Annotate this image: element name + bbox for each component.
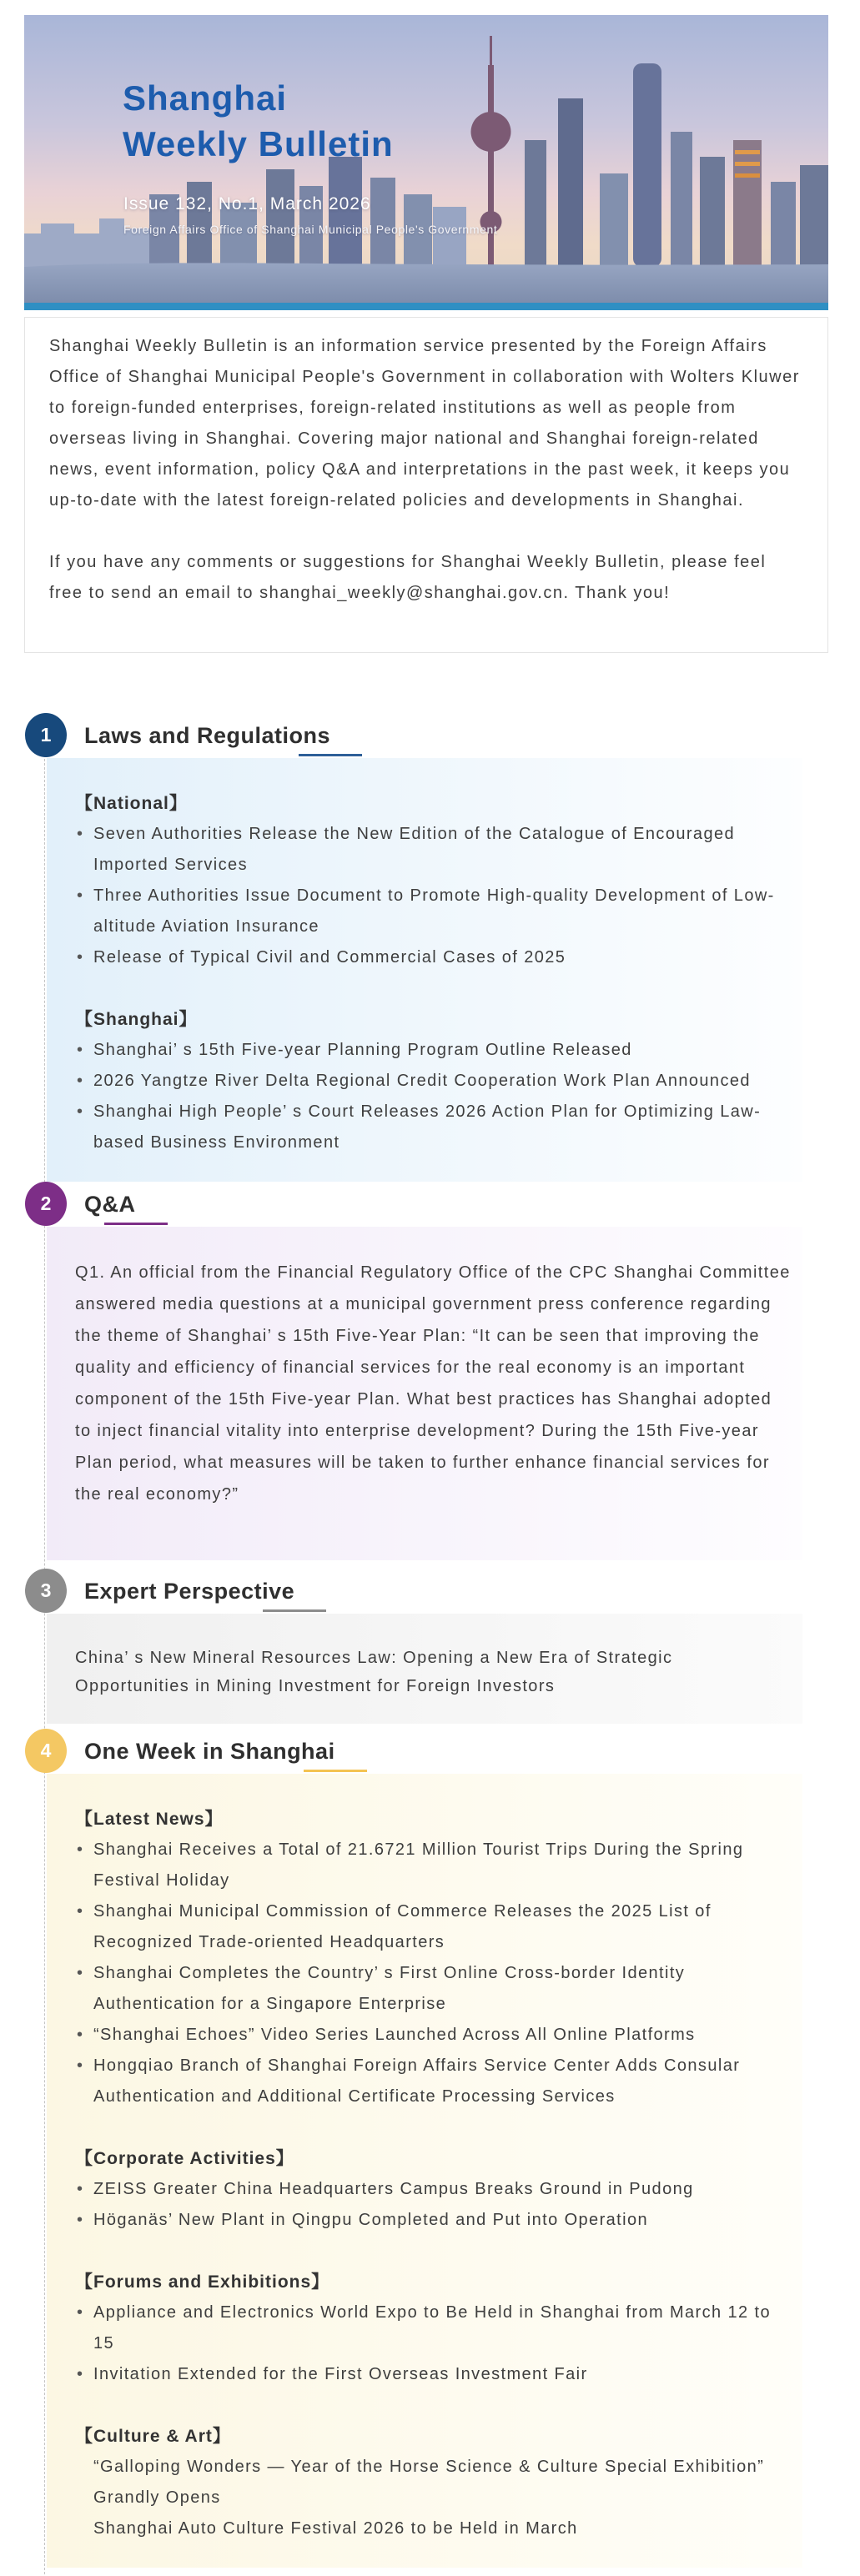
section-qa: [40, 1182, 824, 1560]
news-item: • Shanghai Completes the Country’ s First Online Cross-border Identity Authentication for a Singapore Enterprise: [75, 1958, 792, 2020]
group-heading: 【Culture & Art】: [75, 2427, 231, 2446]
header-accent-bar: [24, 303, 828, 310]
group-heading: 【Forums and Exhibitions】: [75, 2272, 330, 2292]
news-list: [75, 2174, 792, 2236]
section-title: One Week in Shanghai: [84, 1729, 335, 1765]
news-group: [75, 1804, 792, 2112]
bulletin-title-line1: Shanghai: [123, 78, 288, 118]
bulletin-title: [123, 75, 394, 167]
news-item: • Release of Typical Civil and Commercial Cases of 2025: [75, 942, 792, 973]
news-item: • Shanghai Receives a Total of 21.6721 Million Tourist Trips During the Spring Festival Holiday: [75, 1835, 792, 1896]
section-header: [40, 713, 824, 756]
section-number-badge: 3: [25, 1569, 67, 1613]
sections-container: [40, 713, 824, 2576]
section-content-panel: [47, 758, 802, 1182]
issue-line: Issue 132, No.1, March 2026: [123, 194, 371, 213]
news-item: • Shanghai High People’ s Court Releases 2026 Action Plan for Optimizing Law-based Business Environment: [75, 1097, 792, 1158]
section-content-panel: [47, 1774, 802, 2568]
news-group: [75, 788, 792, 973]
header-banner: [24, 15, 828, 310]
news-item: • Invitation Extended for the First Overseas Investment Fair: [75, 2359, 792, 2390]
section-number-badge: 2: [25, 1182, 67, 1226]
intro-paragraph-2: If you have any comments or suggestions for Shanghai Weekly Bulletin, please feel free to send an email to shanghai_weekly@shanghai.gov.cn. Thank you!: [49, 553, 767, 602]
section-header: [40, 1729, 824, 1772]
bulletin-title-line2: Weekly Bulletin: [123, 124, 394, 163]
news-group: [75, 2421, 792, 2544]
section-laws-and-regulations: [40, 713, 824, 1182]
news-item: • Three Authorities Issue Document to Promote High-quality Development of Low-altitude Aviation Insurance: [75, 881, 792, 942]
news-item: • Seven Authorities Release the New Edition of the Catalogue of Encouraged Imported Services: [75, 819, 792, 881]
news-group: [75, 1004, 792, 1158]
expert-article-title: China’ s New Mineral Resources Law: Opening a New Era of Strategic Opportunities in Mining Investment for Foreign Investors: [75, 1649, 673, 1695]
news-group: [75, 2267, 792, 2390]
news-item: • Appliance and Electronics World Expo to Be Held in Shanghai from March 12 to 15: [75, 2297, 792, 2359]
section-expert-perspective: [40, 1569, 824, 1724]
section-header: [40, 1182, 824, 1225]
section-title: Expert Perspective: [84, 1569, 294, 1604]
news-item: • Hongqiao Branch of Shanghai Foreign Affairs Service Center Adds Consular Authentication and Additional Certificate Processing Services: [75, 2051, 792, 2112]
group-heading: 【Shanghai】: [75, 1010, 198, 1029]
section-header: [40, 1569, 824, 1612]
section-number-badge: 4: [25, 1729, 67, 1773]
section-content-panel: [47, 1614, 802, 1724]
news-list: [75, 819, 792, 973]
news-list: [75, 1035, 792, 1158]
news-item: • Höganäs’ New Plant in Qingpu Completed and Put into Operation: [75, 2205, 792, 2236]
news-item: • “Shanghai Echoes” Video Series Launched Across All Online Platforms: [75, 2020, 792, 2051]
news-list: [75, 2452, 792, 2544]
news-item: “Galloping Wonders — Year of the Horse Science & Culture Special Exhibition” Grandly Opens: [93, 2458, 765, 2507]
news-item: • Shanghai Municipal Commission of Commerce Releases the 2025 List of Recognized Trade-oriented Headquarters: [75, 1896, 792, 1958]
intro-paragraph-1: Shanghai Weekly Bulletin is an information service presented by the Foreign Affairs Office of Shanghai Municipal People's Government in collaboration with Wolters Kluwer to foreign-funded enterprises, foreign-related institutions as well as people from overseas living in Shanghai. Covering major national and Shanghai foreign-related news, event information, policy Q&A and interpretations in the past week, it keeps you up-to-date with the latest foreign-related policies and developments in Shanghai.: [49, 337, 800, 510]
news-item: Shanghai Auto Culture Festival 2026 to be Held in March: [93, 2519, 578, 2538]
publisher-line: Foreign Affairs Office of Shanghai Municipal People's Government: [123, 223, 498, 236]
news-item: • 2026 Yangtze River Delta Regional Credit Cooperation Work Plan Announced: [75, 1066, 792, 1097]
news-list: [75, 1835, 792, 2112]
group-heading: 【Latest News】: [75, 1810, 224, 1829]
news-group: [75, 2143, 792, 2236]
section-one-week-in-shanghai: [40, 1729, 824, 2568]
section-title: Laws and Regulations: [84, 713, 330, 749]
qa-question-text: Q1. An official from the Financial Regulatory Office of the CPC Shanghai Committee answered media questions at a municipal government press conference regarding the theme of Shanghai’ s 15th Five-Year Plan: “It can be seen that improving the quality and efficiency of financial services for the real economy is an important component of the 15th Five-year Plan. What best practices has Shanghai adopted to inject financial vitality into enterprise development? During the 15th Five-year Plan period, what measures will be taken to further enhance financial services for the real economy?”: [75, 1263, 791, 1504]
news-item: • Shanghai’ s 15th Five-year Planning Program Outline Released: [75, 1035, 792, 1066]
group-heading: 【National】: [75, 794, 188, 813]
group-heading: 【Corporate Activities】: [75, 2149, 294, 2168]
section-number-badge: 1: [25, 713, 67, 757]
section-content-panel: [47, 1227, 802, 1560]
intro-panel: [24, 317, 828, 653]
section-title: Q&A: [84, 1182, 136, 1218]
news-item: • ZEISS Greater China Headquarters Campus Breaks Ground in Pudong: [75, 2174, 792, 2205]
news-list: [75, 2297, 792, 2390]
